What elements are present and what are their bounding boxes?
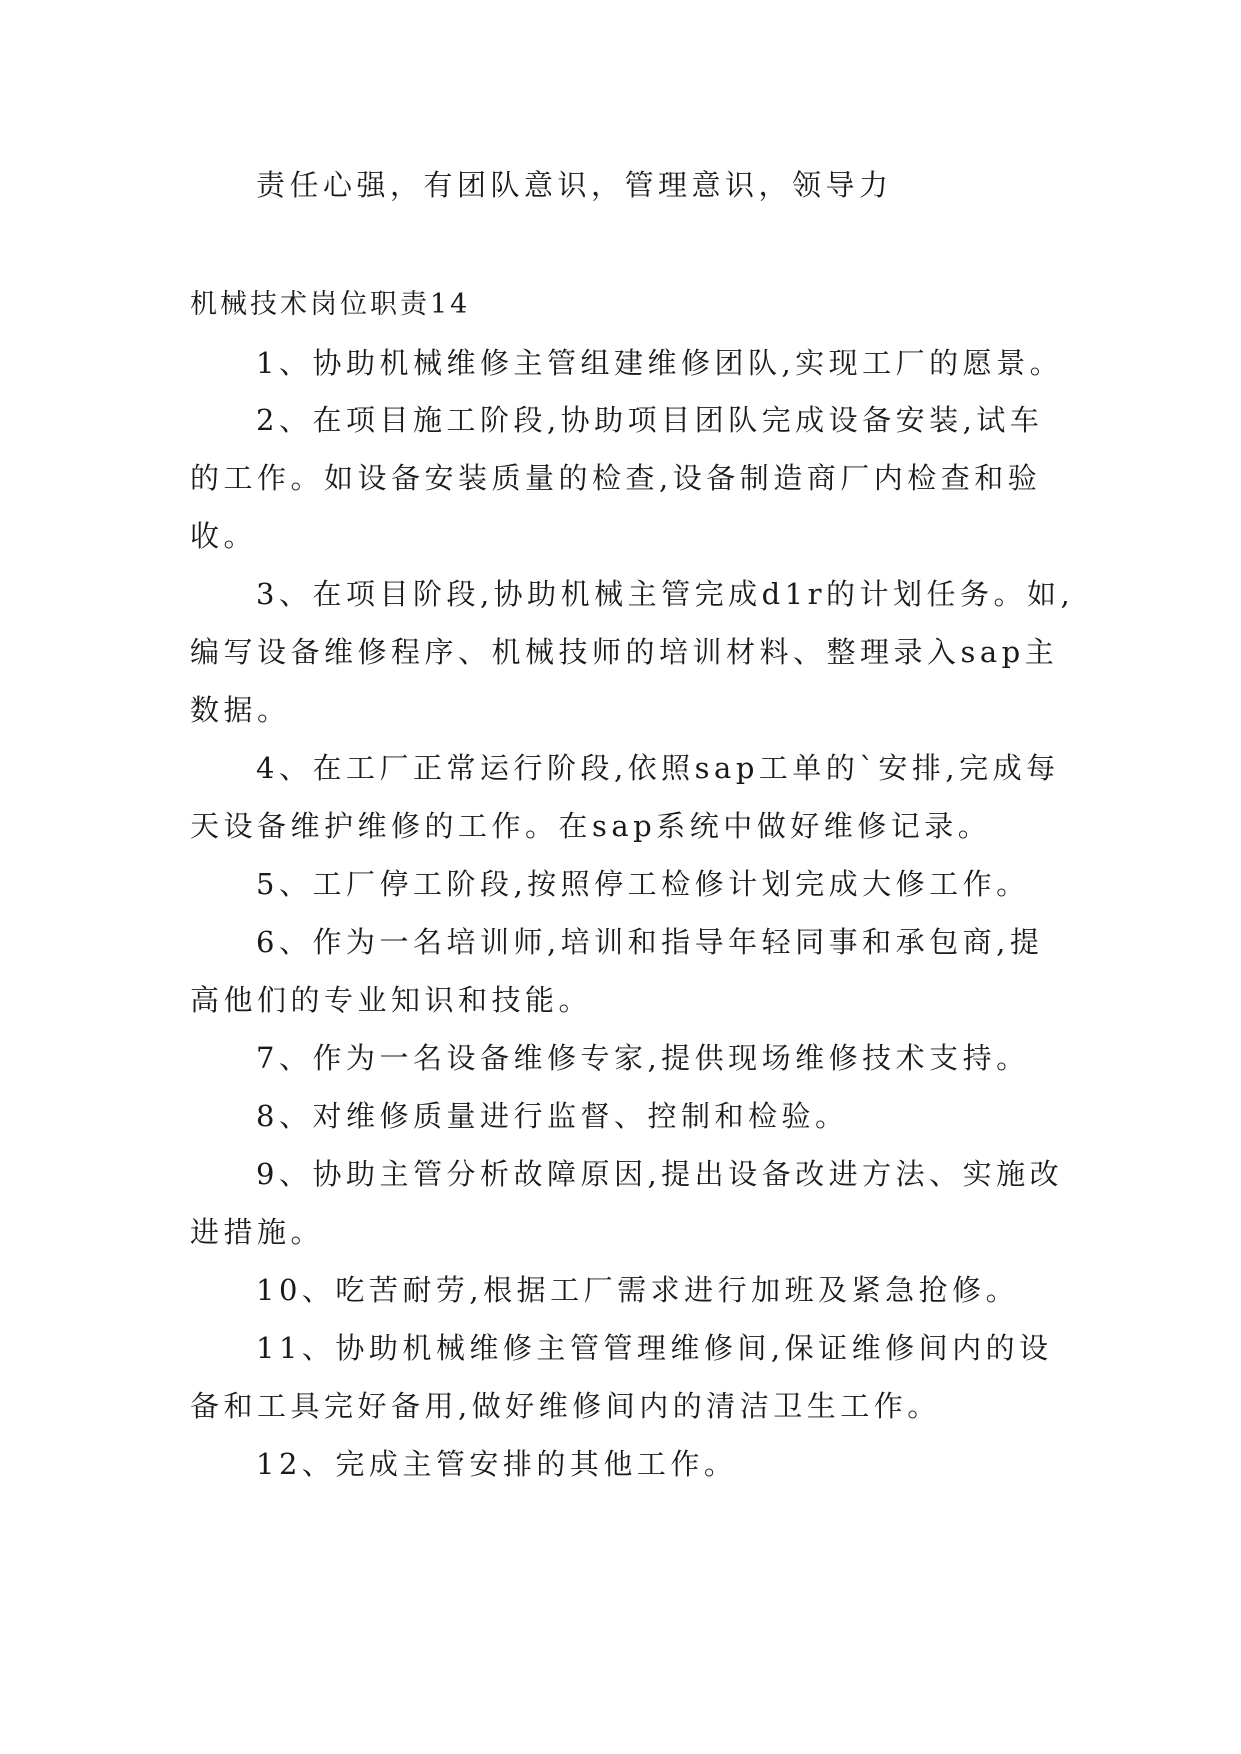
item-3-line-1: 3、在项目阶段,协助机械主管完成d1r的计划任务。如, — [256, 577, 1075, 611]
section-title: 机械技术岗位职责14 — [190, 289, 471, 320]
item-6-line-2: 高他们的专业知识和技能。 — [190, 983, 593, 1017]
item-2-line-3: 收。 — [190, 519, 258, 553]
item-8-line-1: 8、对维修质量进行监督、控制和检验。 — [256, 1099, 849, 1133]
item-3-line-3: 数据。 — [190, 693, 291, 727]
item-2-line-1: 2、在项目施工阶段,协助项目团队完成设备安装,试车 — [256, 403, 1044, 437]
item-4-line-1: 4、在工厂正常运行阶段,依照sap工单的`安排,完成每 — [256, 751, 1060, 785]
item-1-line-1: 1、协助机械维修主管组建维修团队,实现工厂的愿景。 — [256, 346, 1064, 380]
item-11-line-1: 11、协助机械维修主管管理维修间,保证维修间内的设 — [256, 1331, 1053, 1365]
item-7-line-1: 7、作为一名设备维修专家,提供现场维修技术支持。 — [256, 1041, 1030, 1075]
item-3-line-2: 编写设备维修程序、机械技师的培训材料、整理录入sap主 — [190, 635, 1059, 669]
item-9-line-1: 9、协助主管分析故障原因,提出设备改进方法、实施改 — [256, 1157, 1064, 1191]
item-9-line-2: 进措施。 — [190, 1215, 325, 1249]
item-10-line-1: 10、吃苦耐劳,根据工厂需求进行加班及紧急抢修。 — [256, 1273, 1020, 1307]
item-2-line-2: 的工作。如设备安装质量的检查,设备制造商厂内检查和验 — [190, 461, 1042, 495]
item-6-line-1: 6、作为一名培训师,培训和指导年轻同事和承包商,提 — [256, 925, 1044, 959]
item-5-line-1: 5、工厂停工阶段,按照停工检修计划完成大修工作。 — [256, 867, 1030, 901]
item-11-line-2: 备和工具完好备用,做好维修间内的清洁卫生工作。 — [190, 1389, 941, 1423]
item-12-line-1: 12、完成主管安排的其他工作。 — [256, 1447, 738, 1481]
intro-text: 责任心强，有团队意识，管理意识，领导力 — [256, 168, 893, 202]
item-4-line-2: 天设备维护维修的工作。在sap系统中做好维修记录。 — [190, 809, 992, 843]
